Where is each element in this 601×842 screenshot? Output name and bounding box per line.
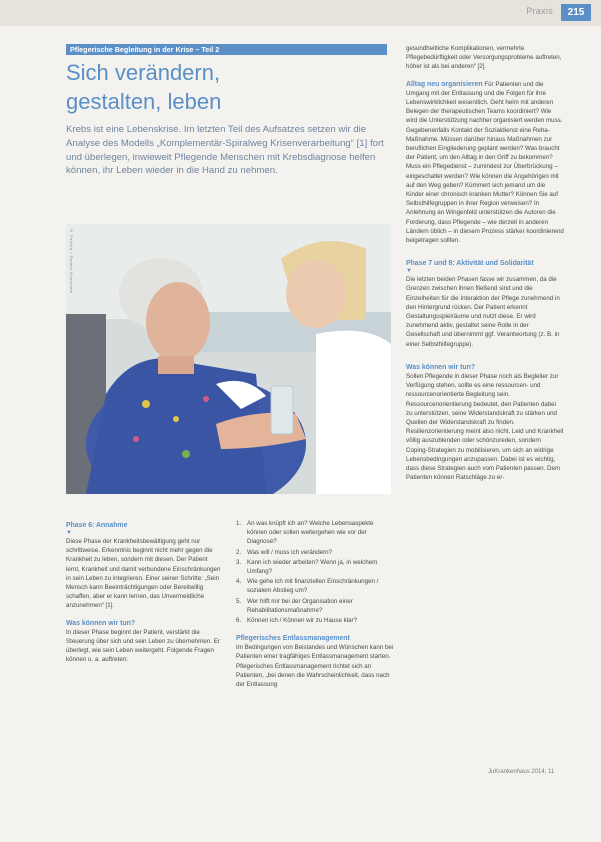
item-number: 1. <box>236 520 242 527</box>
everyday-lead-in: Alltag neu organisieren <box>406 80 483 88</box>
item-number: 4. <box>236 578 242 586</box>
section-label: Praxis <box>526 6 553 16</box>
lead-paragraph: Krebs ist eine Lebenskrise. Im letzten Teil des Aufsatzes setzen wir die Analyse des Modells „Komplementär-Spiralweg Krisenverarbeitung“ [1] fort und überlegen, inwieweit Pflegende Menschen mit Krebsdiagnose helfen können, ihr Leben wieder in die Hand zu nehmen. <box>66 124 384 177</box>
arrow-down-icon: ▼ <box>406 268 412 275</box>
item-number: 2. <box>236 548 242 556</box>
item-text: An was knüpft ich an? Welche Lebensaspekte können oder sollen weitergehen wie vor der Diagnose? <box>247 520 374 546</box>
item-number: 3. <box>236 558 242 566</box>
photo-illustration <box>66 224 391 494</box>
page-footer: JuKrankenhaus 2014; 11 <box>488 769 555 775</box>
phase-7-8-heading: Phase 7 und 8: Aktivität und Solidarität <box>406 260 534 268</box>
item-number: 5. <box>236 597 242 605</box>
phase-7-8-text: Die letzten beiden Phasen fasse wir zusammen, da die Grenzen zwischen ihnen fließend sind und die Einzelheiten für die Interaktion der Pflege zunehmend in den Hintergrund rücken. Der Patient erkennt Gestaltungsspielräume und nutzt diese. Er wird zunehmend aktiv, gestaltet seine Rolle in der Gesellschaft und übernimmt ggf. Verantwortung (z. B. in einer Selbsthilfegruppe). <box>406 276 560 348</box>
article-title <box>66 58 221 116</box>
middle-column <box>236 519 394 689</box>
title-line-1: Sich verändern, <box>66 60 221 85</box>
what-can-we-do-text: In dieser Phase beginnt der Patient, verstärkt die Steuerung über sich und sein Leben zu übernehmen. Er überlegt, wie sein Leben weitergeht. Folgende Fragen können u. a. auftreten: <box>66 628 220 664</box>
list-item <box>236 577 394 595</box>
list-item <box>236 558 394 576</box>
series-banner: Pflegerische Begleitung in der Krise – Teil 2 <box>66 44 387 55</box>
right-column <box>406 44 564 482</box>
item-text: Wie gehe ich mit finanziellen Einschränkungen / sozialem Abstieg um? <box>247 578 379 595</box>
list-item <box>236 597 394 615</box>
page-header <box>0 0 601 26</box>
item-number: 6. <box>236 617 242 625</box>
left-column <box>66 521 222 664</box>
continued-text: gesundheitliche Komplikationen, vermehrte Pflegebedürftigkeit oder Versorgungsprobleme auftreten, höher ist als bei anderen“ [2]. <box>406 45 562 71</box>
everyday-text: Für Patienten und die Umgang mit der Entlassung und die Folgen für ihre Lebenswirklichkeit wesentlich. Geht heim mit anderen Belegen der therapeutischen Teams koordiniert? Wie wird die Unterstützung nachher organisiert werden muss. Gegebenenfalls Kontakt der Sozialdienst eine Reha-Maßnahme. Müssen darüber hinaus Maßnahmen zur beruflichen Eingliederung geplant werden? Was braucht der Patient, um den Alltag in den Griff zu bekommen? Muss ein Pflegedienst – zumindest zur Überbrückung – eingeschaltet werden? Wie können die Angehörigen mit auf den Weg geben? Kümmert sich jemand um die Kinder einer chronisch kranken Mutter? Können Sie auf Selbsthilfegruppen in ihrer Region verweisen? In Anlehnung an Wingenfeld unterstützen die Autoren die Forderung, dass Pflegende – wie derzeit in anderen Ländern üblich – in diesem Prozess stärker koordinierend beigetragen sollten. <box>406 80 564 245</box>
everyday-paragraph <box>406 80 564 246</box>
item-text: Können ich / Können wir zu Hause klar? <box>247 617 358 625</box>
photo-credit: © Fotolia / Robert Kneschke <box>69 228 74 294</box>
page-number: 215 <box>561 4 591 21</box>
phase-6-text: Diese Phase der Krankheitsbewältigung geht nur schrittweise. Erkenntnis beginnt nicht mehr gegen die Krankheit zu leben, sondern mit diesen. Der Patient lernt, Krankheit und damit verbundene Einschränkungen in sein Leben zu integrieren. Einer seiner Schritte: „Sein Mensch kann Beeinträchtigungen oder Bereitwillig schaffen, aber er kann lernen, das Unvermeidliche anzunehmen“ [1]. <box>66 538 221 610</box>
arrow-down-icon: ▼ <box>66 530 72 536</box>
what-can-we-do-heading: Was können wir tun? <box>66 619 136 627</box>
what-can-we-do-text-2: Sollen Pflegende in dieser Phase noch als Begleiter zur Verfügung stehen, sollte es eine ressourcen- und ressourcenorientierte Begleitung sein. Ressourcenorientierung bedeutet, den Patienten dabei zu unterstützen, seine Widerstandskraft zu stärken und Quellen der Widerstandskraft zu finden. Resilienzorientierung meint also nicht, Leid und Krankheit völlig auszublenden oder schönzureden, sondern Coping-Strategien zu mobilisieren, um sich an widrige Lebensbedingungen anzupassen. Dabei ist es wichtig, dass diese Strategien auch vom Patienten passen. Dem Patienten können Ratschläge zu er- <box>406 372 564 482</box>
title-line-2: gestalten, leben <box>66 89 222 114</box>
what-can-we-do-heading-2: Was können wir tun? <box>406 363 476 371</box>
item-text: Kann ich wieder arbeiten? Wenn ja, in welchem Umfang? <box>247 558 378 576</box>
discharge-management-text: Im Bedingungen von Beistandes und Wünschen kann bei Patienten einer tragfähiges Entlassmanagement starten. Pflegerisches Entlassmanagement richtet sich an Patienten, „bei denen die Wahrscheinlichkeit, dass nach der Entlassung <box>236 644 394 689</box>
item-text: Wer hilft mir bei der Organisation einer Rehabilitationsmaßnahme? <box>247 597 353 614</box>
question-list <box>236 519 394 625</box>
item-text: Was will / muss ich verändern? <box>247 548 333 556</box>
list-item <box>236 519 394 547</box>
article-photo <box>66 224 391 494</box>
list-item <box>236 548 394 557</box>
list-item <box>236 616 394 625</box>
phase-6-heading: Phase 6: Annahme <box>66 522 128 529</box>
discharge-management-heading: Pflegerisches Entlassmanagement <box>236 635 350 643</box>
